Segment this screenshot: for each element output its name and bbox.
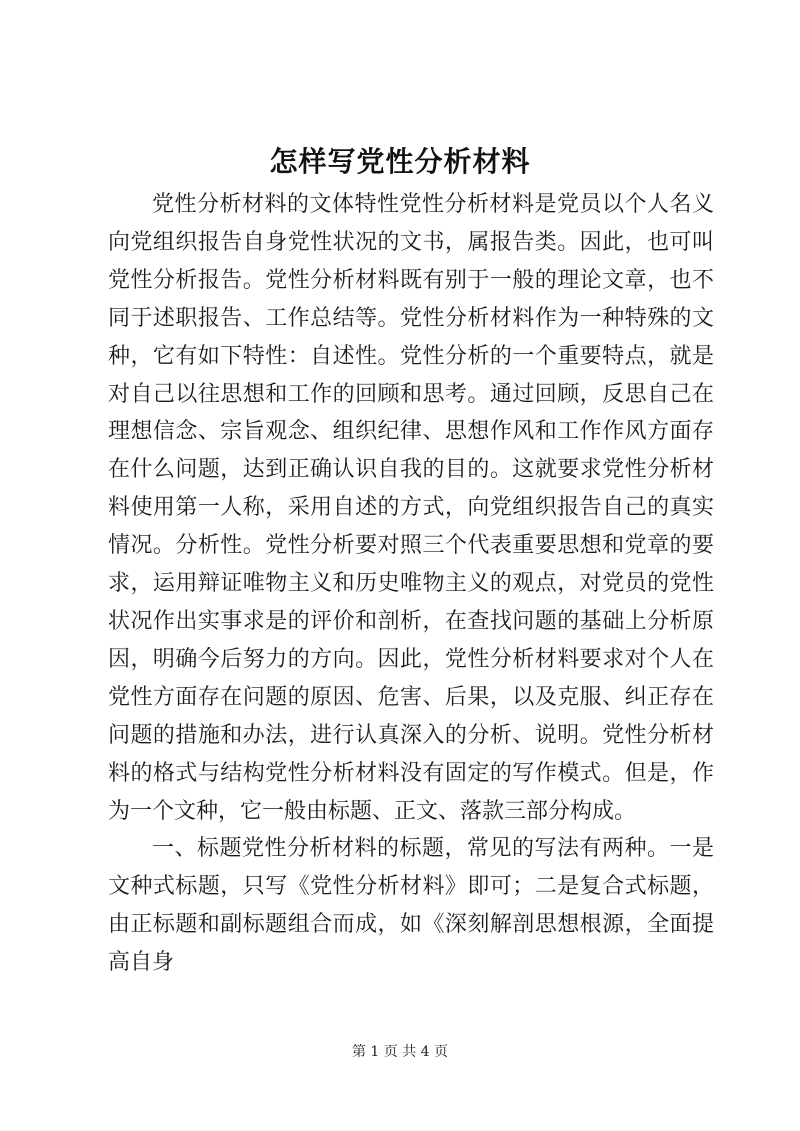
document-title: 怎样写党性分析材料 (269, 145, 531, 178)
paragraph-2: 一、标题党性分析材料的标题，常见的写法有两种。一是文种式标题，只写《党性分析材料》即可；二是复合式标题，由正标题和副标题组合而成，如《深刻解剖思想根源，全面提高自身 (108, 836, 714, 976)
document-body (108, 186, 714, 982)
paragraph-1: 党性分析材料的文体特性党性分析材料是党员以个人名义向党组织报告自身党性状况的文书，属报告类。因此，也可叫党性分析报告。党性分析材料既有别于一般的理论文章，也不同于述职报告、工作总结等。党性分析材料作为一种特殊的文种，它有如下特性：自述性。党性分析的一个重要特点，就是对自己以往思想和工作的回顾和思考。通过回顾，反思自己在理想信念、宗旨观念、组织纪律、思想作风和工作作风方面存在什么问题，达到正确认识自我的目的。这就要求党性分析材料使用第一人称，采用自述的方式，向党组织报告自己的真实情况。分析性。党性分析要对照三个代表重要思想和党章的要求，运用辩证唯物主义和历史唯物主义的观点，对党员的党性状况作出实事求是的评价和剖析，在查找问题的基础上分析原因，明确今后努力的方向。因此，党性分析材料要求对个人在党性方面存在问题的原因、危害、后果，以及克服、纠正存在问题的措施和办法，进行认真深入的分析、说明。党性分析材料的格式与结构党性分析材料没有固定的写作模式。但是，作为一个文种，它一般由标题、正文、落款三部分构成。 (108, 192, 714, 824)
page-footer: 第 1 页 共 4 页 (351, 1044, 449, 1060)
